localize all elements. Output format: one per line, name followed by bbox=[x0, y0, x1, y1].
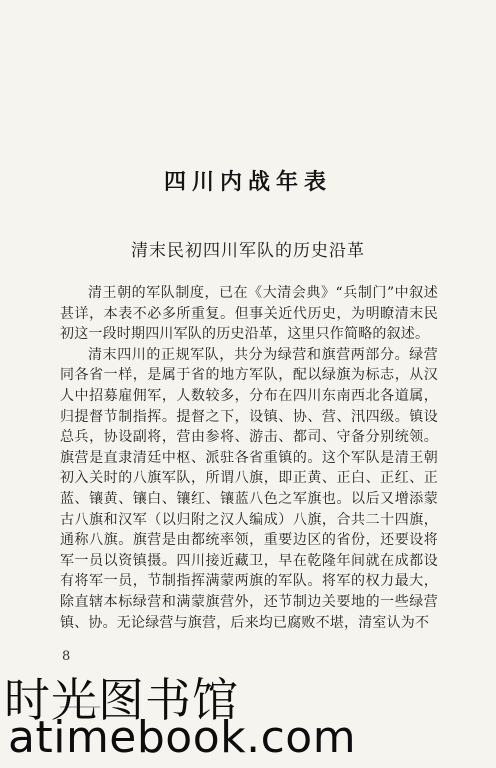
watermark-chinese: 时光图书馆 bbox=[4, 673, 239, 727]
page-number: 8 bbox=[62, 649, 71, 664]
page-title: 四川内战年表 bbox=[163, 169, 332, 195]
paragraph-1: 清王朝的军队制度，已在《大清会典》“兵制门”中叙述甚详，本表不必多所重复。但事关近代历史，为明瞭清末民初这一段时期四川军队的历史沿革，这里只作简略的叙述。 bbox=[60, 285, 438, 343]
section-subtitle: 清末民初四川军队的历史沿革 bbox=[131, 241, 365, 261]
watermark-url: atimebook.com bbox=[8, 712, 357, 763]
body-text bbox=[60, 283, 438, 633]
paragraph-2: 清末四川的正规军队，共分为绿营和旗营两部分。绿营同各省一样，是属于省的地方军队，配以绿旗为标志，从汉人中招募雇佣军，人数较多，分布在四川东南西北各道属，归提督节制指挥。提督之下，设镇、协、营、汛四级。镇设总兵，协设副将，营由参将、游击、都司、守备分别统领。旗营是直隶清廷中枢、派驻各省重镇的。这个军队是清王朝初入关时的八旗军队，所谓八旗，即正黄、正白、正红、正蓝、镶黄、镶白、镶红、镶蓝八色之军旗也。以后又增添蒙古八旗和汉军（以归附之汉人编成）八旗，合共二十四旗，通称八旗。旗营是由都统率领，重要边区的省份，还要设将军一员以资镇摄。四川接近藏卫，早在乾隆年间就在成都设有将军一员，节制指挥满蒙两旗的军队。将军的权力最大，除直辖本标绿营和满蒙旗营外，还节制边关要地的一些绿营镇、协。无论绿营与旗营，后来均已腐败不堪，清室认为不 bbox=[60, 346, 438, 631]
